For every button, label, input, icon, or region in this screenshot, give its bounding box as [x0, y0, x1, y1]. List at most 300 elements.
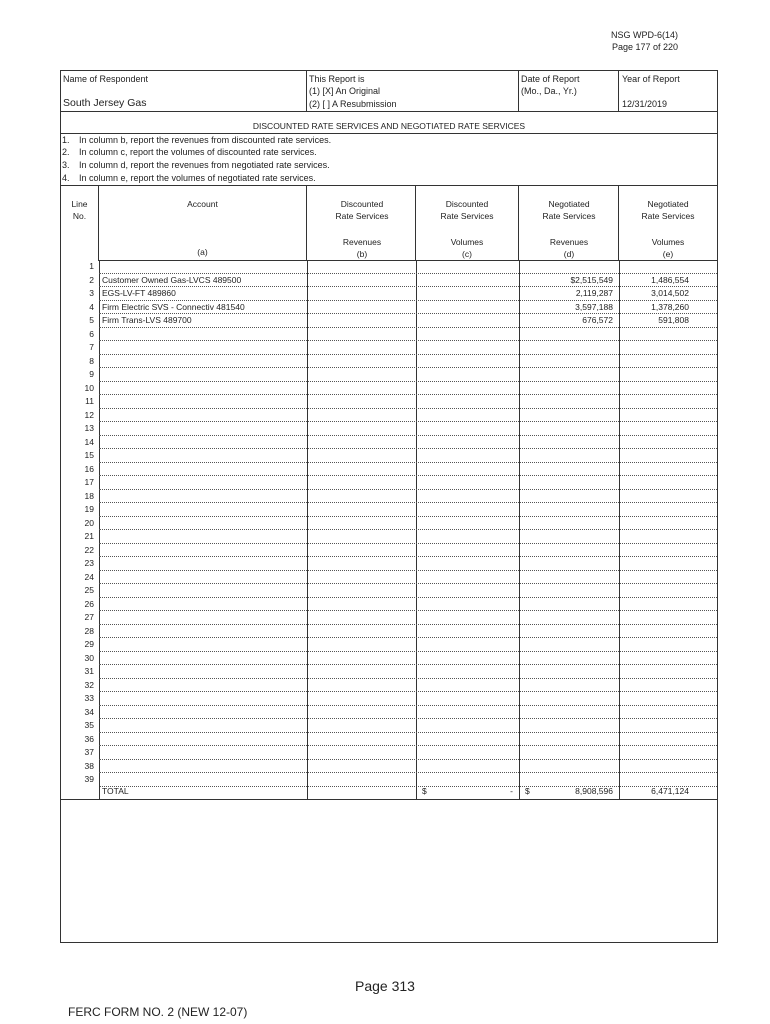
form-header [611, 29, 678, 53]
line-number: 22 [84, 544, 94, 555]
negotiated-revenue-cell [519, 490, 617, 504]
negotiated-revenue-cell [519, 449, 617, 463]
discounted-revenue-cell [307, 409, 414, 423]
line-number: 27 [84, 612, 94, 622]
negotiated-volume-cell [619, 436, 717, 450]
account-cell [99, 746, 304, 760]
col-line-header: Line No. [71, 199, 88, 221]
col-account-header: Account [187, 199, 218, 209]
account-cell [99, 341, 304, 355]
line-number: 32 [84, 679, 94, 690]
date-label: Date of Report [521, 74, 580, 84]
discounted-volume-cell [416, 517, 518, 531]
negotiated-volume-cell [619, 260, 717, 274]
instruction-text: In column d, report the revenues from negotiated rate services. [79, 160, 330, 170]
table-row [61, 625, 717, 639]
line-number: 30 [84, 652, 94, 663]
account-cell [99, 557, 304, 571]
line-number: 37 [84, 747, 94, 757]
discounted-revenue-cell [307, 274, 414, 288]
account-cell [99, 355, 304, 369]
form-code: NSG WPD-6(14) [610, 30, 678, 40]
line-number: 19 [84, 504, 94, 514]
discounted-revenue-cell [307, 287, 414, 301]
line-number: 12 [84, 409, 94, 420]
discounted-volume-cell [416, 719, 518, 733]
account-cell [99, 692, 304, 706]
table-row [61, 517, 717, 531]
line-number: 26 [84, 598, 94, 609]
total-label: TOTAL [99, 785, 304, 799]
negotiated-volume-cell [619, 760, 717, 774]
account-cell [99, 503, 304, 517]
discounted-volume-cell [416, 530, 518, 544]
discounted-volume-cell [416, 665, 518, 679]
account-cell [99, 760, 304, 774]
instruction-num: 3. [62, 160, 70, 170]
negotiated-revenue-cell [519, 598, 617, 612]
discounted-volume-cell [416, 760, 518, 774]
discounted-revenue-cell [307, 382, 414, 396]
table-row [61, 422, 717, 436]
total-d [519, 785, 617, 799]
discounted-revenue-cell [307, 463, 414, 477]
account-cell: Firm Trans-LVS 489700 [99, 314, 304, 328]
discounted-revenue-cell [307, 557, 414, 571]
line-number: 16 [84, 463, 94, 474]
instruction-text: In column b, report the revenues from discounted rate services. [79, 135, 332, 145]
line-number: 13 [84, 423, 94, 433]
line-number: 25 [84, 585, 94, 595]
table-row [61, 598, 717, 612]
negotiated-volume-cell [619, 449, 717, 463]
divider [306, 186, 307, 260]
instruction-num: 2. [62, 147, 70, 157]
negotiated-revenue-cell [519, 584, 617, 598]
line-number: 31 [84, 666, 94, 676]
negotiated-volume-cell [619, 706, 717, 720]
discounted-revenue-cell [307, 517, 414, 531]
negotiated-volume-cell [619, 557, 717, 571]
negotiated-revenue-cell [519, 341, 617, 355]
respondent-name: South Jersey Gas [63, 97, 147, 109]
account-cell [99, 382, 304, 396]
line-number: 5 [89, 315, 94, 325]
negotiated-revenue-cell [519, 544, 617, 558]
negotiated-revenue-cell [519, 368, 617, 382]
discounted-volume-cell [416, 368, 518, 382]
discounted-volume-cell [416, 341, 518, 355]
report-original: (1) [X] An Original [309, 86, 381, 96]
divider [415, 186, 416, 260]
discounted-volume-cell [416, 355, 518, 369]
table-row [61, 463, 717, 477]
negotiated-revenue-cell [519, 530, 617, 544]
account-cell [99, 449, 304, 463]
line-number: 9 [89, 369, 94, 379]
account-cell [99, 368, 304, 382]
negotiated-volume-cell [619, 611, 717, 625]
table-row [61, 355, 717, 369]
line-number: 33 [84, 693, 94, 703]
discounted-volume-cell [416, 490, 518, 504]
discounted-volume-cell [416, 328, 518, 342]
discounted-volume-cell [416, 611, 518, 625]
account-cell [99, 706, 304, 720]
discounted-volume-cell [416, 652, 518, 666]
account-cell: Firm Electric SVS - Connectiv 481540 [99, 301, 304, 315]
negotiated-volume-cell [619, 584, 717, 598]
account-cell [99, 638, 304, 652]
negotiated-revenue-cell [519, 679, 617, 693]
table-row [61, 274, 717, 288]
col-c-header: Discounted Rate Services Volumes (c) [440, 199, 494, 259]
col-account-letter: (a) [197, 247, 208, 257]
total-b [307, 785, 414, 799]
account-cell: EGS-LV-FT 489860 [99, 287, 304, 301]
line-number: 8 [89, 355, 94, 366]
total-row [61, 785, 717, 799]
line-number: 11 [85, 396, 94, 406]
negotiated-volume-cell [619, 341, 717, 355]
line-number: 23 [84, 558, 94, 568]
discounted-revenue-cell [307, 598, 414, 612]
line-number: 10 [84, 382, 94, 393]
discounted-revenue-cell [307, 544, 414, 558]
col-d-header: Negotiated Rate Services Revenues (d) [542, 199, 596, 259]
negotiated-volume-cell [619, 692, 717, 706]
col-b-header: Discounted Rate Services Revenues (b) [335, 199, 389, 259]
divider [61, 111, 717, 112]
table-row [61, 476, 717, 490]
line-number: 1 [89, 261, 94, 271]
negotiated-volume-cell: 1,378,260 [619, 301, 717, 315]
page-of: Page 177 of 220 [611, 42, 678, 52]
account-cell [99, 625, 304, 639]
discounted-revenue-cell [307, 341, 414, 355]
instruction-num: 1. [62, 135, 70, 145]
form-footer: FERC FORM NO. 2 (NEW 12-07) [68, 1005, 248, 1019]
negotiated-volume-cell [619, 490, 717, 504]
discounted-revenue-cell [307, 355, 414, 369]
discounted-revenue-cell [307, 301, 414, 315]
discounted-volume-cell [416, 476, 518, 490]
account-cell [99, 571, 304, 585]
discounted-volume-cell [416, 314, 518, 328]
discounted-volume-cell [416, 301, 518, 315]
table-row [61, 611, 717, 625]
discounted-revenue-cell [307, 652, 414, 666]
negotiated-revenue-cell [519, 611, 617, 625]
account-cell [99, 679, 304, 693]
negotiated-volume-cell [619, 355, 717, 369]
table-row [61, 436, 717, 450]
table-row [61, 706, 717, 720]
line-number: 20 [84, 517, 94, 528]
divider [518, 186, 519, 260]
account-cell [99, 395, 304, 409]
discounted-revenue-cell [307, 490, 414, 504]
negotiated-volume-cell: 591,808 [619, 314, 717, 328]
account-cell [99, 665, 304, 679]
account-cell [99, 733, 304, 747]
discounted-revenue-cell [307, 692, 414, 706]
negotiated-revenue-cell [519, 382, 617, 396]
negotiated-revenue-cell [519, 328, 617, 342]
discounted-revenue-cell [307, 571, 414, 585]
divider [61, 799, 717, 800]
discounted-volume-cell [416, 463, 518, 477]
discounted-revenue-cell [307, 611, 414, 625]
account-cell [99, 584, 304, 598]
table-row [61, 679, 717, 693]
discounted-revenue-cell [307, 476, 414, 490]
line-number: 29 [84, 639, 94, 649]
negotiated-volume-cell [619, 409, 717, 423]
discounted-revenue-cell [307, 328, 414, 342]
discounted-revenue-cell [307, 706, 414, 720]
table-row [61, 584, 717, 598]
instruction-text: In column c, report the volumes of discounted rate services. [79, 147, 317, 157]
negotiated-revenue-cell [519, 571, 617, 585]
negotiated-revenue-cell: $2,515,549 [519, 274, 617, 288]
line-number: 34 [84, 706, 94, 717]
negotiated-volume-cell [619, 395, 717, 409]
line-number: 3 [89, 288, 94, 298]
negotiated-revenue-cell [519, 760, 617, 774]
discounted-volume-cell [416, 557, 518, 571]
negotiated-revenue-cell [519, 355, 617, 369]
discounted-volume-cell [416, 436, 518, 450]
table-row [61, 665, 717, 679]
total-c-currency: $ [422, 786, 427, 796]
divider [618, 71, 619, 111]
discounted-volume-cell [416, 409, 518, 423]
discounted-volume-cell [416, 449, 518, 463]
table-row [61, 382, 717, 396]
page-number: Page 313 [355, 978, 415, 994]
negotiated-revenue-cell [519, 395, 617, 409]
negotiated-volume-cell [619, 733, 717, 747]
negotiated-revenue-cell: 3,597,188 [519, 301, 617, 315]
account-cell [99, 422, 304, 436]
table-row [61, 490, 717, 504]
negotiated-revenue-cell [519, 517, 617, 531]
line-number: 28 [84, 625, 94, 636]
line-number: 36 [84, 733, 94, 744]
discounted-revenue-cell [307, 314, 414, 328]
discounted-volume-cell [416, 733, 518, 747]
line-number: 39 [84, 774, 94, 784]
discounted-volume-cell [416, 287, 518, 301]
table-row [61, 692, 717, 706]
date-sub: (Mo., Da., Yr.) [521, 86, 577, 96]
account-cell [99, 544, 304, 558]
negotiated-volume-cell: 1,486,554 [619, 274, 717, 288]
table-row [61, 544, 717, 558]
discounted-volume-cell [416, 625, 518, 639]
table-row [61, 652, 717, 666]
discounted-volume-cell [416, 692, 518, 706]
divider [618, 186, 619, 260]
negotiated-volume-cell [619, 598, 717, 612]
discounted-volume-cell [416, 746, 518, 760]
total-e-value: 6,471,124 [619, 785, 717, 799]
line-number: 7 [89, 342, 94, 352]
negotiated-volume-cell [619, 571, 717, 585]
discounted-volume-cell [416, 584, 518, 598]
line-number: 2 [89, 274, 94, 285]
discounted-revenue-cell [307, 584, 414, 598]
discounted-volume-cell [416, 274, 518, 288]
table-row [61, 395, 717, 409]
account-cell [99, 598, 304, 612]
discounted-volume-cell [416, 638, 518, 652]
account-cell [99, 328, 304, 342]
discounted-revenue-cell [307, 260, 414, 274]
negotiated-volume-cell: 3,014,502 [619, 287, 717, 301]
table-row [61, 409, 717, 423]
account-cell: Customer Owned Gas-LVCS 489500 [99, 274, 304, 288]
total-c [416, 785, 518, 799]
line-number: 38 [84, 760, 94, 771]
discounted-revenue-cell [307, 436, 414, 450]
discounted-volume-cell [416, 382, 518, 396]
col-e-header: Negotiated Rate Services Volumes (e) [641, 199, 695, 259]
negotiated-volume-cell [619, 679, 717, 693]
discounted-revenue-cell [307, 760, 414, 774]
account-cell [99, 517, 304, 531]
year-label: Year of Report [622, 74, 680, 84]
account-cell [99, 490, 304, 504]
negotiated-revenue-cell [519, 638, 617, 652]
line-number: 15 [84, 450, 94, 460]
year-value: 12/31/2019 [622, 99, 668, 109]
table-row [61, 638, 717, 652]
negotiated-volume-cell [619, 530, 717, 544]
negotiated-volume-cell [619, 517, 717, 531]
divider [306, 71, 307, 111]
table-row [61, 314, 717, 328]
account-cell [99, 652, 304, 666]
discounted-revenue-cell [307, 665, 414, 679]
negotiated-revenue-cell [519, 719, 617, 733]
account-cell [99, 611, 304, 625]
negotiated-revenue-cell [519, 652, 617, 666]
table-row [61, 341, 717, 355]
negotiated-revenue-cell [519, 436, 617, 450]
negotiated-revenue-cell [519, 733, 617, 747]
divider [98, 186, 99, 260]
line-number: 21 [84, 531, 94, 541]
negotiated-volume-cell [619, 503, 717, 517]
negotiated-revenue-cell [519, 706, 617, 720]
discounted-revenue-cell [307, 530, 414, 544]
negotiated-revenue-cell [519, 503, 617, 517]
line-number: 14 [84, 436, 94, 447]
negotiated-volume-cell [619, 328, 717, 342]
table-row [61, 733, 717, 747]
negotiated-revenue-cell: 676,572 [519, 314, 617, 328]
discounted-revenue-cell [307, 638, 414, 652]
table-row [61, 719, 717, 733]
negotiated-revenue-cell [519, 463, 617, 477]
account-cell [99, 530, 304, 544]
account-cell [99, 436, 304, 450]
schedule-frame [60, 70, 718, 943]
table-row [61, 571, 717, 585]
report-resubmission: (2) [ ] A Resubmission [309, 99, 397, 109]
divider [518, 71, 519, 111]
negotiated-volume-cell [619, 719, 717, 733]
discounted-volume-cell [416, 544, 518, 558]
negotiated-revenue-cell [519, 476, 617, 490]
negotiated-volume-cell [619, 476, 717, 490]
negotiated-volume-cell [619, 463, 717, 477]
line-number: 17 [84, 477, 94, 487]
negotiated-volume-cell [619, 625, 717, 639]
total-d-value: 8,908,596 [575, 786, 613, 796]
negotiated-volume-cell [619, 665, 717, 679]
discounted-volume-cell [416, 598, 518, 612]
negotiated-revenue-cell [519, 625, 617, 639]
negotiated-revenue-cell: 2,119,287 [519, 287, 617, 301]
table-row [61, 449, 717, 463]
instruction-num: 4. [62, 173, 70, 183]
account-cell [99, 719, 304, 733]
respondent-label: Name of Respondent [63, 74, 149, 84]
negotiated-volume-cell [619, 746, 717, 760]
table-row [61, 530, 717, 544]
schedule-title: DISCOUNTED RATE SERVICES AND NEGOTIATED RATE SERVICES [252, 121, 526, 131]
table-row [61, 503, 717, 517]
discounted-volume-cell [416, 706, 518, 720]
discounted-volume-cell [416, 260, 518, 274]
negotiated-revenue-cell [519, 746, 617, 760]
discounted-revenue-cell [307, 422, 414, 436]
line-number: 4 [89, 301, 94, 312]
negotiated-revenue-cell [519, 422, 617, 436]
table-row [61, 557, 717, 571]
account-cell [99, 463, 304, 477]
discounted-revenue-cell [307, 368, 414, 382]
discounted-revenue-cell [307, 746, 414, 760]
negotiated-revenue-cell [519, 260, 617, 274]
negotiated-volume-cell [619, 544, 717, 558]
negotiated-volume-cell [619, 422, 717, 436]
negotiated-volume-cell [619, 382, 717, 396]
account-cell [99, 260, 304, 274]
table-row [61, 760, 717, 774]
account-cell [99, 476, 304, 490]
negotiated-revenue-cell [519, 409, 617, 423]
discounted-revenue-cell [307, 395, 414, 409]
total-c-value: - [510, 786, 513, 796]
line-number: 24 [84, 571, 94, 582]
table-row [61, 746, 717, 760]
line-number: 6 [89, 328, 94, 339]
table-row [61, 260, 717, 274]
report-is-label: This Report is [309, 74, 365, 84]
discounted-revenue-cell [307, 733, 414, 747]
discounted-revenue-cell [307, 449, 414, 463]
line-number: 18 [84, 490, 94, 501]
discounted-revenue-cell [307, 719, 414, 733]
line-number: 35 [84, 720, 94, 730]
instruction-text: In column e, report the volumes of negotiated rate services. [79, 173, 316, 183]
discounted-volume-cell [416, 679, 518, 693]
discounted-volume-cell [416, 422, 518, 436]
